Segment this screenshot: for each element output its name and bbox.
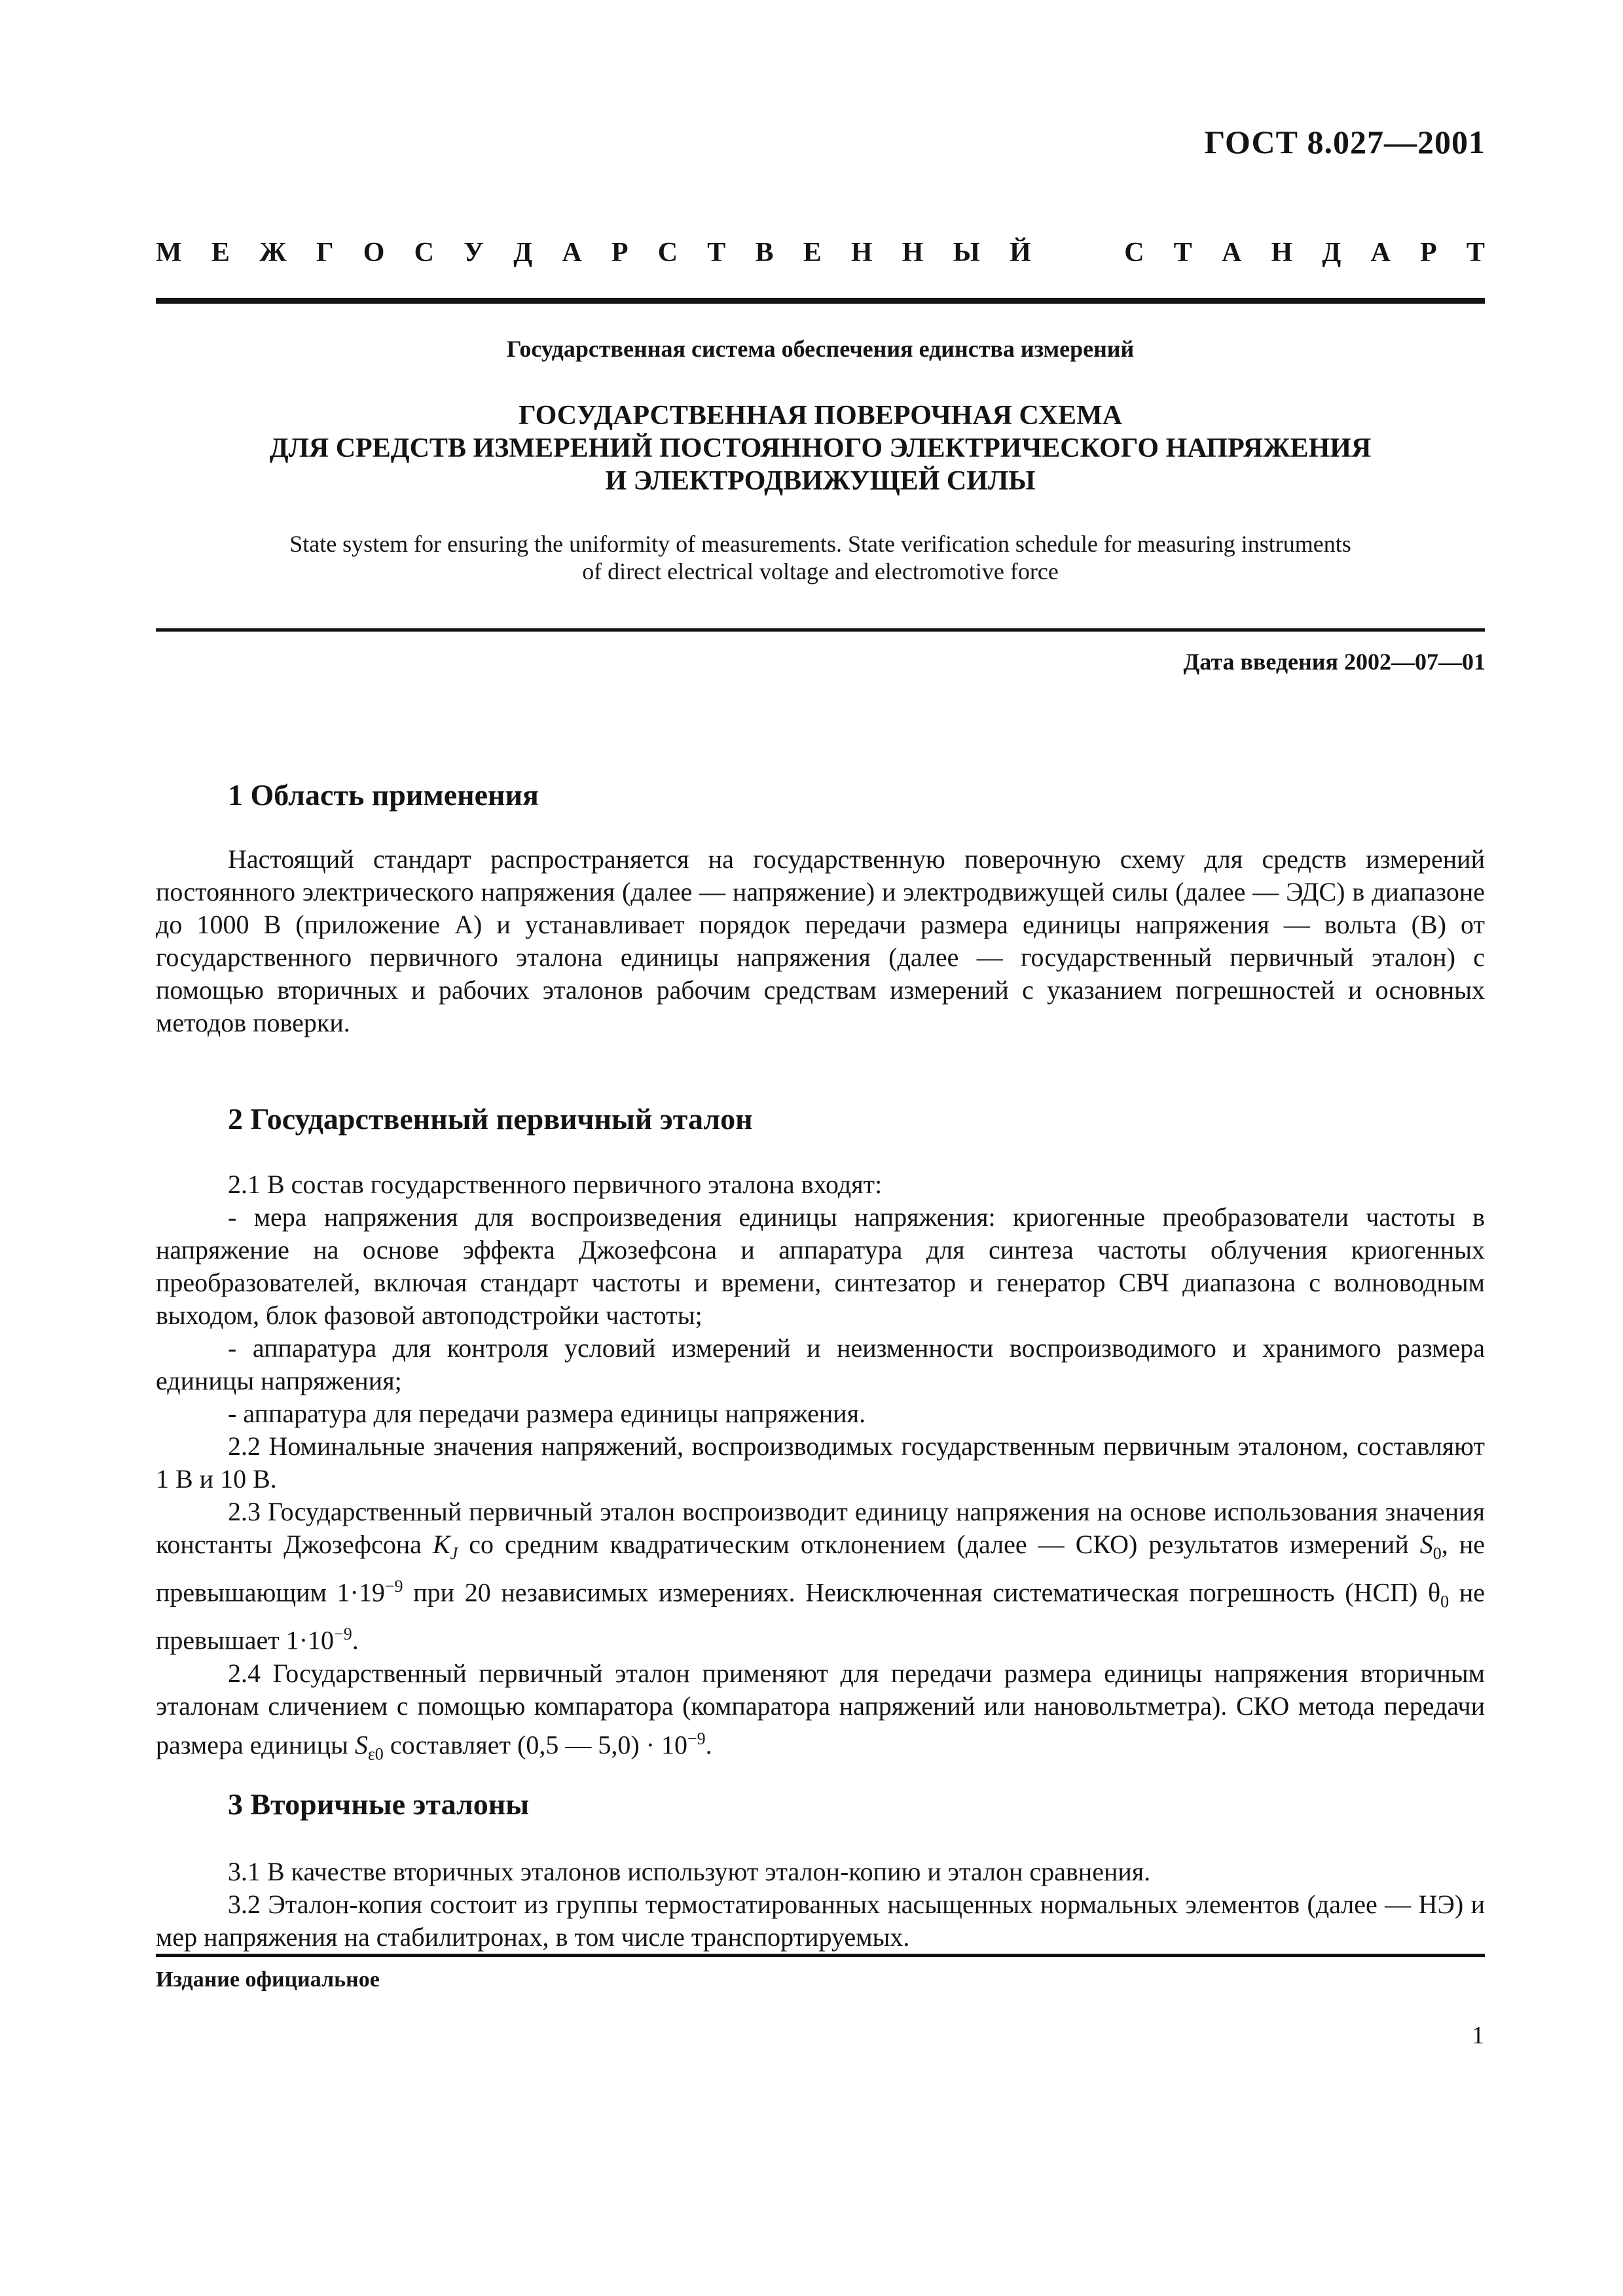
banner-letter: Г [316, 238, 334, 268]
section-2-body [156, 1168, 1485, 1770]
banner-letter: М [156, 238, 182, 268]
banner-letter: С [414, 238, 434, 268]
banner-letter: С [657, 238, 678, 268]
banner-letter: Е [211, 238, 230, 268]
clause-2-1-item-b: - аппаратура для контроля условий измерений и неизменности воспроизводимого и хранимого размера единицы напряжения; [156, 1333, 1485, 1395]
banner-letter: В [755, 238, 774, 268]
banner-letter: Й [1010, 238, 1031, 268]
title-line-2: ДЛЯ СРЕДСТВ ИЗМЕРЕНИЙ ПОСТОЯННОГО ЭЛЕКТРИЧЕСКОГО НАПРЯЖЕНИЯ [269, 433, 1372, 463]
banner-word-gap [1061, 237, 1095, 268]
banner-letter: Т [1466, 238, 1485, 268]
title-rule [156, 628, 1485, 632]
document-designation: ГОСТ 8.027—2001 [1204, 124, 1486, 160]
section-1-paragraph: Настоящий стандарт распространяется на государственную поверочную схему для средств измерений постоянного электрического напряжения (далее — напряжение) и электродвижущей силы (далее — ЭДС) в диапазоне до 1000 В (приложение А) и устанавливает порядок передачи размера единицы напряжения — вольта (В) от государственного первичного эталона единицы напряжения (далее — государственный первичный эталон) с помощью вторичных и рабочих эталонов рабочим средствам измерений с указанием погрешностей и основных методов поверки. [156, 844, 1485, 1037]
banner-letter: Д [1322, 238, 1341, 268]
banner-letter: Н [1271, 238, 1293, 268]
banner-letter: О [363, 238, 385, 268]
footer-rule [156, 1954, 1485, 1957]
title-line-3: И ЭЛЕКТРОДВИЖУЩЕЙ СИЛЫ [605, 466, 1036, 496]
section-1-heading: 1 Область применения [228, 778, 539, 812]
clause-2-1-item-a: - мера напряжения для воспроизведения единицы напряжения: криогенные преобразователи частоты в напряжение на основе эффекта Джозефсона и аппаратура для синтеза частоты облучения криогенных преобразователей, включая стандарт частоты и времени, синтезатор и генератор СВЧ диапазона с волноводным выходом, блок фазовой автоподстройки частоты; [156, 1202, 1485, 1330]
banner-letter: Ы [953, 238, 980, 268]
clause-2-4: 2.4 Государственный первичный эталон применяют для передачи размера единицы напряжения вторичным эталонам сличением с помощью компаратора (компаратора напряжений или нановольтметра). СКО метода передачи размера единицы $S_{\varepsilon 0}$ составляет (0,5 — $5,0) \cdot 10^{-9}$. [156, 1658, 1485, 1763]
page-number: 1 [1472, 2022, 1484, 2049]
banner-letter: А [1370, 238, 1391, 268]
introduction-date: Дата введения 2002—07—01 [1183, 649, 1486, 675]
section-3-heading: 3 Вторичные эталоны [228, 1787, 530, 1821]
banner-letter: А [562, 238, 582, 268]
official-edition-label: Издание официальное [156, 1967, 380, 1992]
banner-letter: Т [1173, 238, 1192, 268]
banner-letter: С [1124, 238, 1144, 268]
header-rule [156, 298, 1485, 304]
banner-letter: Д [513, 238, 533, 268]
banner-letter: У [464, 238, 484, 268]
clause-3-1: 3.1 В качестве вторичных эталонов используют эталон-копию и эталон сравнения. [228, 1857, 1151, 1886]
english-title-line-2: of direct electrical voltage and electromotive force [582, 558, 1059, 584]
title-line-1: ГОСУДАРСТВЕННАЯ ПОВЕРОЧНАЯ СХЕМА [518, 401, 1123, 431]
document-title [156, 399, 1485, 497]
english-title-line-1: State system for ensuring the uniformity of measurements. State verification schedule for measuring instruments [289, 531, 1351, 557]
interstate-standard-banner [156, 237, 1485, 268]
clause-2-1: 2.1 В состав государственного первичного эталона входят: [228, 1170, 883, 1199]
banner-letter: Н [850, 238, 873, 268]
section-2-heading: 2 Государственный первичный эталон [228, 1102, 753, 1136]
series-title: Государственная система обеспечения единства измерений [506, 336, 1135, 362]
banner-letter: Ж [259, 238, 287, 268]
banner-letter: Р [1420, 238, 1437, 268]
clause-2-3: 2.3 Государственный первичный эталон воспроизводит единицу напряжения на основе использования значения константы Джозефсона $K_J$ со средним квадратическим отклонением (далее — СКО) результатов измерений $S_0$, не превышающим $1\cdot 19^{-9}$ при 20 независимых измерениях. Неисключенная систематическая погрешность (НСП) $\theta_0$ не превышает $1\cdot 10^{-9}$. [156, 1497, 1486, 1655]
banner-letter: Р [611, 238, 629, 268]
banner-letter: Т [707, 238, 726, 268]
banner-letter: Н [902, 238, 924, 268]
english-title [156, 530, 1485, 585]
banner-letter: Е [803, 238, 822, 268]
section-3-body [156, 1856, 1485, 1954]
clause-3-2: 3.2 Эталон-копия состоит из группы термостатированных насыщенных нормальных элементов (далее — НЭ) и мер напряжения на стабилитронах, в том числе транспортируемых. [156, 1890, 1485, 1952]
clause-2-1-item-c: - аппаратура для передачи размера единицы напряжения. [228, 1399, 866, 1428]
clause-2-2: 2.2 Номинальные значения напряжений, воспроизводимых государственным первичным эталоном, составляют 1 В и 10 В. [156, 1431, 1485, 1494]
banner-letter: А [1221, 238, 1242, 268]
